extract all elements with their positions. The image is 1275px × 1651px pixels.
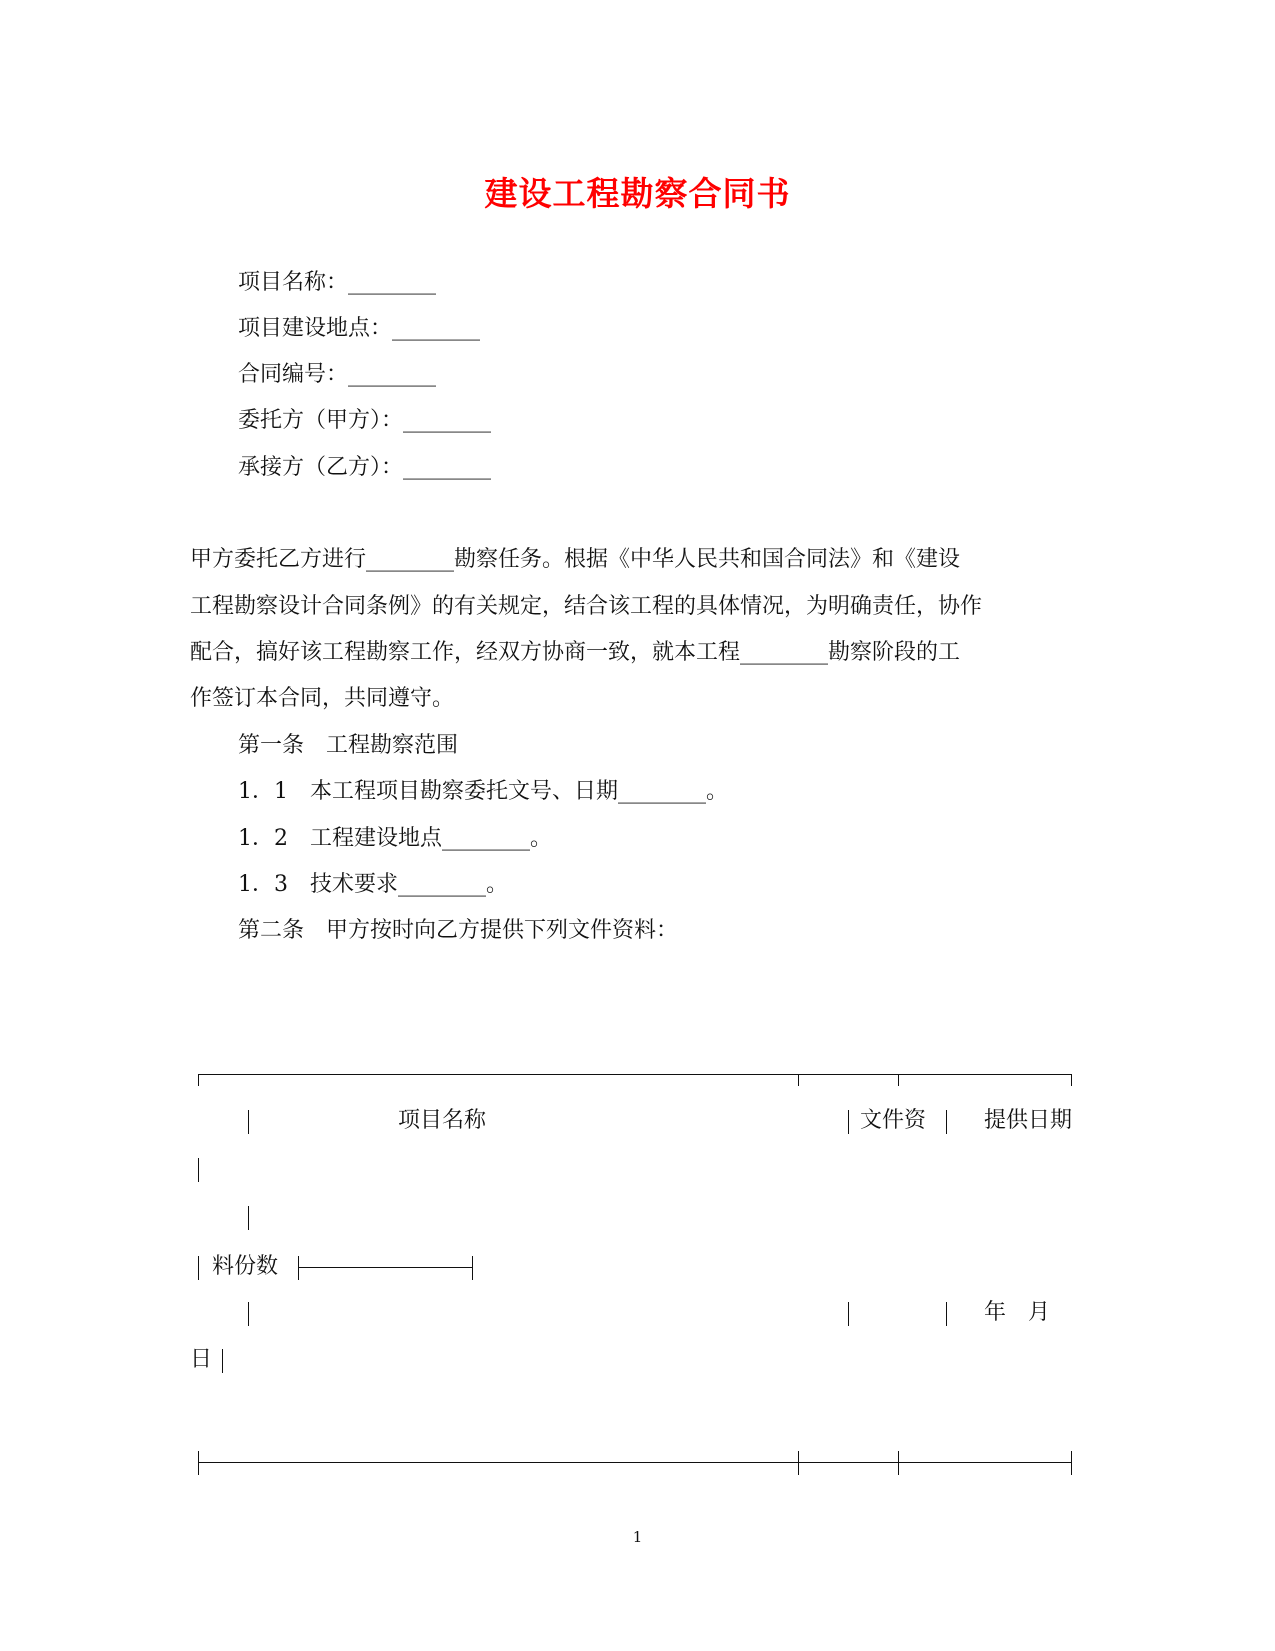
table-tick — [198, 1451, 199, 1475]
table-cell-border — [222, 1349, 223, 1373]
field-contract-number: 合同编号：________ — [238, 362, 437, 387]
table-cell-border — [946, 1302, 947, 1326]
field-party-b: 承接方（乙方）：________ — [238, 455, 492, 480]
table-date-day: 日 — [190, 1347, 213, 1372]
table-header-date: 提供日期 — [984, 1108, 1073, 1133]
table-date-year-month: 年 月 — [984, 1300, 1051, 1325]
table-tick — [898, 1451, 899, 1475]
table-cell-border — [248, 1302, 249, 1326]
table-cell-border — [198, 1158, 199, 1182]
table-header-docs: 文件资 — [860, 1108, 927, 1133]
article1-heading: 第一条 工程勘察范围 — [238, 733, 459, 758]
table-tick — [798, 1074, 799, 1086]
page-number: 1 — [632, 1528, 643, 1546]
table-header-docs-cont: 料份数 — [212, 1254, 279, 1279]
field-party-a: 委托方（甲方）：________ — [238, 408, 492, 433]
table-cell-border — [848, 1110, 849, 1134]
table-cell-border — [248, 1206, 249, 1230]
article2-heading: 第二条 甲方按时向乙方提供下列文件资料： — [238, 918, 679, 943]
intro-line-2: 工程勘察设计合同条例》的有关规定，结合该工程的具体情况，为明确责任，协作 — [190, 594, 983, 619]
table-cell-border — [472, 1256, 473, 1280]
field-project-name: 项目名称：________ — [238, 270, 437, 295]
document-title: 建设工程勘察合同书 — [484, 174, 791, 213]
table-tick — [898, 1074, 899, 1086]
table-mid-rule — [298, 1267, 473, 1268]
table-tick — [798, 1451, 799, 1475]
intro-line-3: 配合，搞好该工程勘察工作，经双方协商一致，就本工程________勘察阶段的工 — [190, 640, 961, 665]
intro-line-4: 作签订本合同，共同遵守。 — [190, 686, 455, 711]
table-cell-border — [198, 1256, 199, 1280]
table-bottom-border — [198, 1462, 1072, 1463]
table-cell-border — [946, 1110, 947, 1134]
field-project-location: 项目建设地点：________ — [238, 316, 481, 341]
table-cell-border — [298, 1256, 299, 1280]
article1-item-3: 1．3 技术要求________。 — [238, 872, 508, 897]
table-top-border — [198, 1074, 1072, 1075]
table-tick — [1071, 1451, 1072, 1475]
intro-line-1: 甲方委托乙方进行________勘察任务。根据《中华人民共和国合同法》和《建设 — [190, 547, 961, 572]
article1-item-1: 1．1 本工程项目勘察委托文号、日期________。 — [238, 779, 728, 804]
table-cell-border — [848, 1302, 849, 1326]
table-tick — [1071, 1074, 1072, 1086]
table-header-project-name: 项目名称 — [398, 1108, 487, 1133]
article1-item-2: 1．2 工程建设地点________。 — [238, 826, 552, 851]
table-cell-border — [248, 1110, 249, 1134]
table-tick — [198, 1074, 199, 1086]
